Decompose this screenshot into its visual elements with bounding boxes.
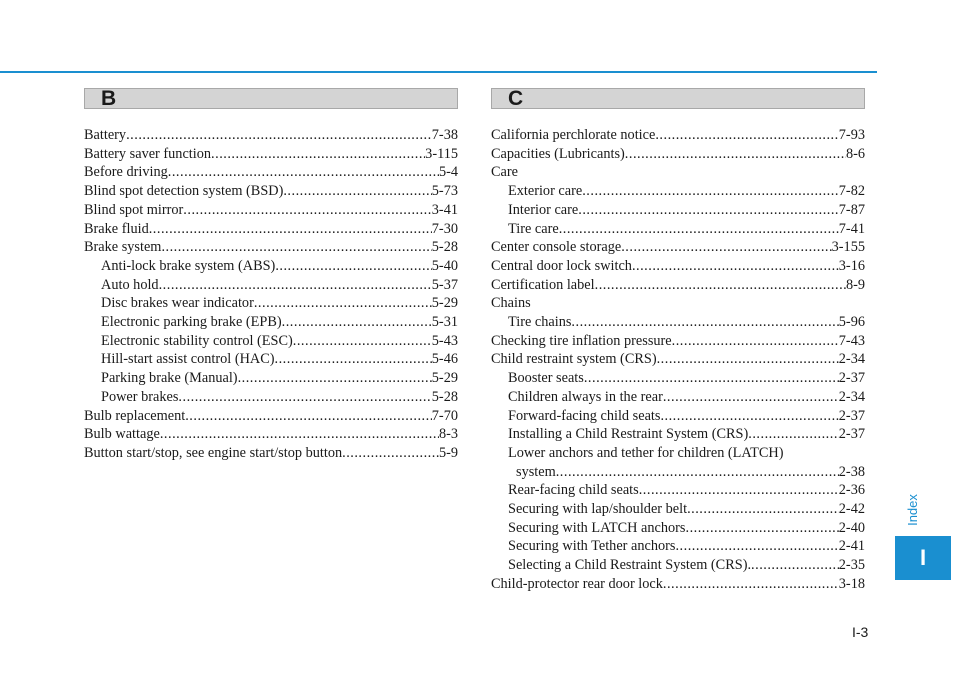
index-entry-page: 7-41: [838, 220, 865, 237]
index-entry[interactable]: [491, 163, 865, 182]
dot-leader: [660, 407, 838, 426]
section-letter-c: C: [508, 87, 524, 110]
index-entry[interactable]: [84, 182, 458, 201]
index-entry-page: 5-9: [438, 444, 458, 461]
index-tab-letter: I: [919, 545, 927, 570]
index-entry[interactable]: [84, 294, 458, 313]
index-entry-page: 5-43: [431, 332, 458, 349]
dot-leader: [672, 332, 839, 351]
dot-leader: [275, 257, 431, 276]
dot-leader: [748, 425, 839, 444]
index-entry-page: 3-18: [838, 575, 865, 592]
index-entry-label: Tire chains: [508, 314, 572, 331]
index-entry[interactable]: [491, 126, 865, 145]
index-entry[interactable]: [491, 519, 865, 538]
index-entry-label: Power brakes: [101, 388, 179, 405]
index-entry-label: Blind spot mirror: [84, 201, 184, 218]
index-entry-label: Battery saver function: [84, 145, 212, 162]
index-entry[interactable]: [84, 257, 458, 276]
index-entry-label: Chains: [491, 295, 531, 312]
index-entry-page: 7-93: [838, 127, 865, 143]
index-entry-label: Before driving: [84, 164, 168, 181]
index-entry-label: Central door lock switch: [491, 257, 632, 274]
index-entry-label: Battery: [84, 127, 127, 143]
section-header-c: [491, 88, 865, 109]
index-entry[interactable]: [84, 201, 458, 220]
dot-leader: [655, 126, 838, 145]
page-number: I-3: [852, 624, 869, 640]
index-entry-page: 2-41: [838, 538, 865, 555]
index-entry-label: California perchlorate notice: [491, 127, 656, 143]
index-entry-label: Exterior care: [508, 183, 583, 200]
index-entry-page: 5-46: [431, 351, 458, 368]
section-letter-b: B: [101, 87, 117, 110]
index-entry-label: Blind spot detection system (BSD): [84, 183, 284, 200]
index-entry[interactable]: [84, 407, 458, 426]
index-entry-label: Certification label: [491, 276, 595, 293]
index-entry[interactable]: [491, 257, 865, 276]
index-entry-page: 5-31: [431, 314, 458, 331]
index-entry-page: 3-155: [831, 239, 865, 256]
index-entry-page: 2-36: [838, 482, 865, 499]
index-entry-page: 2-38: [838, 463, 865, 480]
dot-leader: [687, 500, 839, 519]
index-entry[interactable]: [491, 425, 865, 444]
index-entry[interactable]: [491, 556, 865, 575]
index-entry-page: 2-37: [838, 370, 865, 387]
dot-leader: [211, 145, 425, 164]
index-entry-page: 3-16: [838, 257, 865, 274]
dot-leader: [160, 425, 439, 444]
index-entry-page: 5-96: [838, 314, 865, 331]
index-entry-label: Hill-start assist control (HAC): [101, 351, 275, 368]
index-entry-page: 2-40: [838, 519, 865, 536]
index-entry-page: 7-43: [838, 332, 865, 349]
dot-leader: [559, 220, 839, 239]
index-entry-label: Forward-facing child seats: [508, 407, 661, 424]
index-entry-label: Care: [491, 164, 518, 181]
index-entry-label: system: [516, 463, 556, 480]
section-header-b: [84, 88, 458, 109]
index-entry-page: 5-29: [431, 370, 458, 387]
index-entry[interactable]: [491, 276, 865, 295]
index-entry-label: Interior care: [508, 201, 579, 218]
index-entry[interactable]: [491, 407, 865, 426]
index-entry[interactable]: [84, 388, 458, 407]
dot-leader: [159, 276, 432, 295]
index-entry[interactable]: [84, 220, 458, 239]
index-entry-label: Bulb replacement: [84, 407, 186, 424]
index-entry-page: 5-29: [431, 295, 458, 312]
index-entry-label: Electronic stability control (ESC): [101, 332, 293, 349]
dot-leader: [751, 556, 839, 575]
dot-leader: [639, 481, 839, 500]
index-entry[interactable]: [491, 145, 865, 164]
index-entry[interactable]: [84, 126, 458, 145]
dot-leader: [293, 332, 432, 351]
dot-leader: [168, 163, 439, 182]
index-entry-page: 2-34: [838, 388, 865, 405]
dot-leader: [571, 313, 838, 332]
index-entry-label: Anti-lock brake system (ABS): [101, 257, 276, 274]
index-entry[interactable]: [84, 425, 458, 444]
dot-leader: [675, 537, 838, 556]
index-tab[interactable]: [895, 536, 951, 580]
index-entry-page: 5-28: [431, 239, 458, 256]
index-entry[interactable]: [491, 369, 865, 388]
index-entry[interactable]: [491, 350, 865, 369]
index-entry[interactable]: [84, 238, 458, 257]
index-entry-page: 7-38: [431, 127, 458, 143]
index-entry-label: Brake system: [84, 239, 162, 256]
index-entry[interactable]: [491, 332, 865, 351]
index-entry-label: Checking tire inflation pressure: [491, 332, 672, 349]
index-entry-page: 7-82: [838, 183, 865, 200]
index-entry[interactable]: [491, 463, 865, 482]
index-entry-page: 2-35: [838, 557, 865, 574]
index-entry-label: Disc brakes wear indicator: [101, 295, 254, 312]
dot-leader: [621, 238, 831, 257]
index-entry-label: Button start/stop, see engine start/stop button: [84, 444, 343, 461]
index-entry[interactable]: [84, 332, 458, 351]
index-entry-label: Securing with Tether anchors: [508, 538, 676, 555]
index-entry-label: Securing with LATCH anchors: [508, 519, 686, 536]
index-entry-page: 7-70: [431, 407, 458, 424]
index-entry[interactable]: [84, 276, 458, 295]
index-entry-label: Securing with lap/shoulder belt: [508, 501, 688, 518]
index-entry[interactable]: [84, 350, 458, 369]
index-entry[interactable]: [491, 481, 865, 500]
index-entry-page: 2-37: [838, 426, 865, 443]
index-side-label: Index: [905, 494, 920, 526]
top-rule: [0, 71, 877, 73]
dot-leader: [625, 145, 846, 164]
index-entry-page: 5-37: [431, 276, 458, 293]
dot-leader: [149, 220, 432, 239]
dot-leader: [126, 126, 432, 145]
index-entry-page: 2-42: [838, 501, 865, 518]
dot-leader: [686, 519, 839, 538]
dot-leader: [178, 388, 431, 407]
index-entry-page: 8-9: [845, 276, 865, 293]
index-entry-label: Center console storage: [491, 239, 622, 256]
dot-leader: [582, 182, 839, 201]
index-column-b: [84, 126, 458, 463]
dot-leader: [584, 369, 839, 388]
index-entry[interactable]: [491, 313, 865, 332]
dot-leader: [282, 313, 432, 332]
index-entry-label: Bulb wattage: [84, 426, 160, 443]
dot-leader: [595, 276, 846, 295]
index-entry-label: Parking brake (Manual): [101, 370, 238, 387]
index-entry-label: Child restraint system (CRS): [491, 351, 657, 368]
index-entry[interactable]: [491, 238, 865, 257]
index-entry[interactable]: [84, 163, 458, 182]
index-entry[interactable]: [491, 182, 865, 201]
index-entry[interactable]: [491, 294, 865, 313]
dot-leader: [578, 201, 839, 220]
index-entry-label: Auto hold: [101, 276, 159, 293]
index-entry-label: Lower anchors and tether for children (LATCH): [508, 444, 784, 461]
index-entry-label: Booster seats: [508, 370, 584, 387]
index-entry-label: Brake fluid: [84, 220, 149, 237]
index-entry-page: 7-30: [431, 220, 458, 237]
index-entry[interactable]: [84, 369, 458, 388]
index-entry-label: Child-protector rear door lock: [491, 575, 663, 592]
index-column-c: [491, 126, 865, 594]
index-entry[interactable]: [491, 537, 865, 556]
dot-leader: [342, 444, 439, 463]
index-entry-page: 2-37: [838, 407, 865, 424]
index-entry-label: Rear-facing child seats: [508, 482, 639, 499]
index-entry-page: 5-28: [431, 388, 458, 405]
index-entry[interactable]: [84, 145, 458, 164]
dot-leader: [632, 257, 839, 276]
dot-leader: [556, 463, 839, 482]
index-entry[interactable]: [491, 575, 865, 594]
dot-leader: [657, 350, 839, 369]
index-entry[interactable]: [491, 388, 865, 407]
dot-leader: [275, 350, 432, 369]
index-entry-label: Electronic parking brake (EPB): [101, 314, 282, 331]
index-entry-page: 8-6: [845, 145, 865, 162]
dot-leader: [663, 388, 839, 407]
dot-leader: [663, 575, 839, 594]
index-entry-page: 5-73: [431, 183, 458, 200]
index-entry-label: Children always in the rear: [508, 388, 663, 405]
index-entry-page: 3-41: [431, 201, 458, 218]
index-entry-page: 8-3: [438, 426, 458, 443]
index-entry-label: Tire care: [508, 220, 559, 237]
index-entry-label: Capacities (Lubricants): [491, 145, 625, 162]
index-entry-page: 3-115: [425, 145, 458, 162]
index-entry[interactable]: [84, 313, 458, 332]
index-entry[interactable]: [84, 444, 458, 463]
index-entry-page: 5-4: [438, 164, 458, 181]
index-entry-page: 5-40: [431, 257, 458, 274]
dot-leader: [238, 369, 432, 388]
index-entry-page: 2-34: [838, 351, 865, 368]
dot-leader: [283, 182, 431, 201]
index-entry[interactable]: [491, 500, 865, 519]
index-entry[interactable]: [491, 220, 865, 239]
dot-leader: [185, 407, 432, 426]
index-entry[interactable]: [491, 444, 865, 463]
dot-leader: [161, 238, 431, 257]
index-entry-label: Selecting a Child Restraint System (CRS).: [508, 557, 752, 574]
index-entry-page: 7-87: [838, 201, 865, 218]
dot-leader: [254, 294, 432, 313]
index-entry[interactable]: [491, 201, 865, 220]
dot-leader: [183, 201, 431, 220]
index-entry-label: Installing a Child Restraint System (CRS): [508, 426, 749, 443]
